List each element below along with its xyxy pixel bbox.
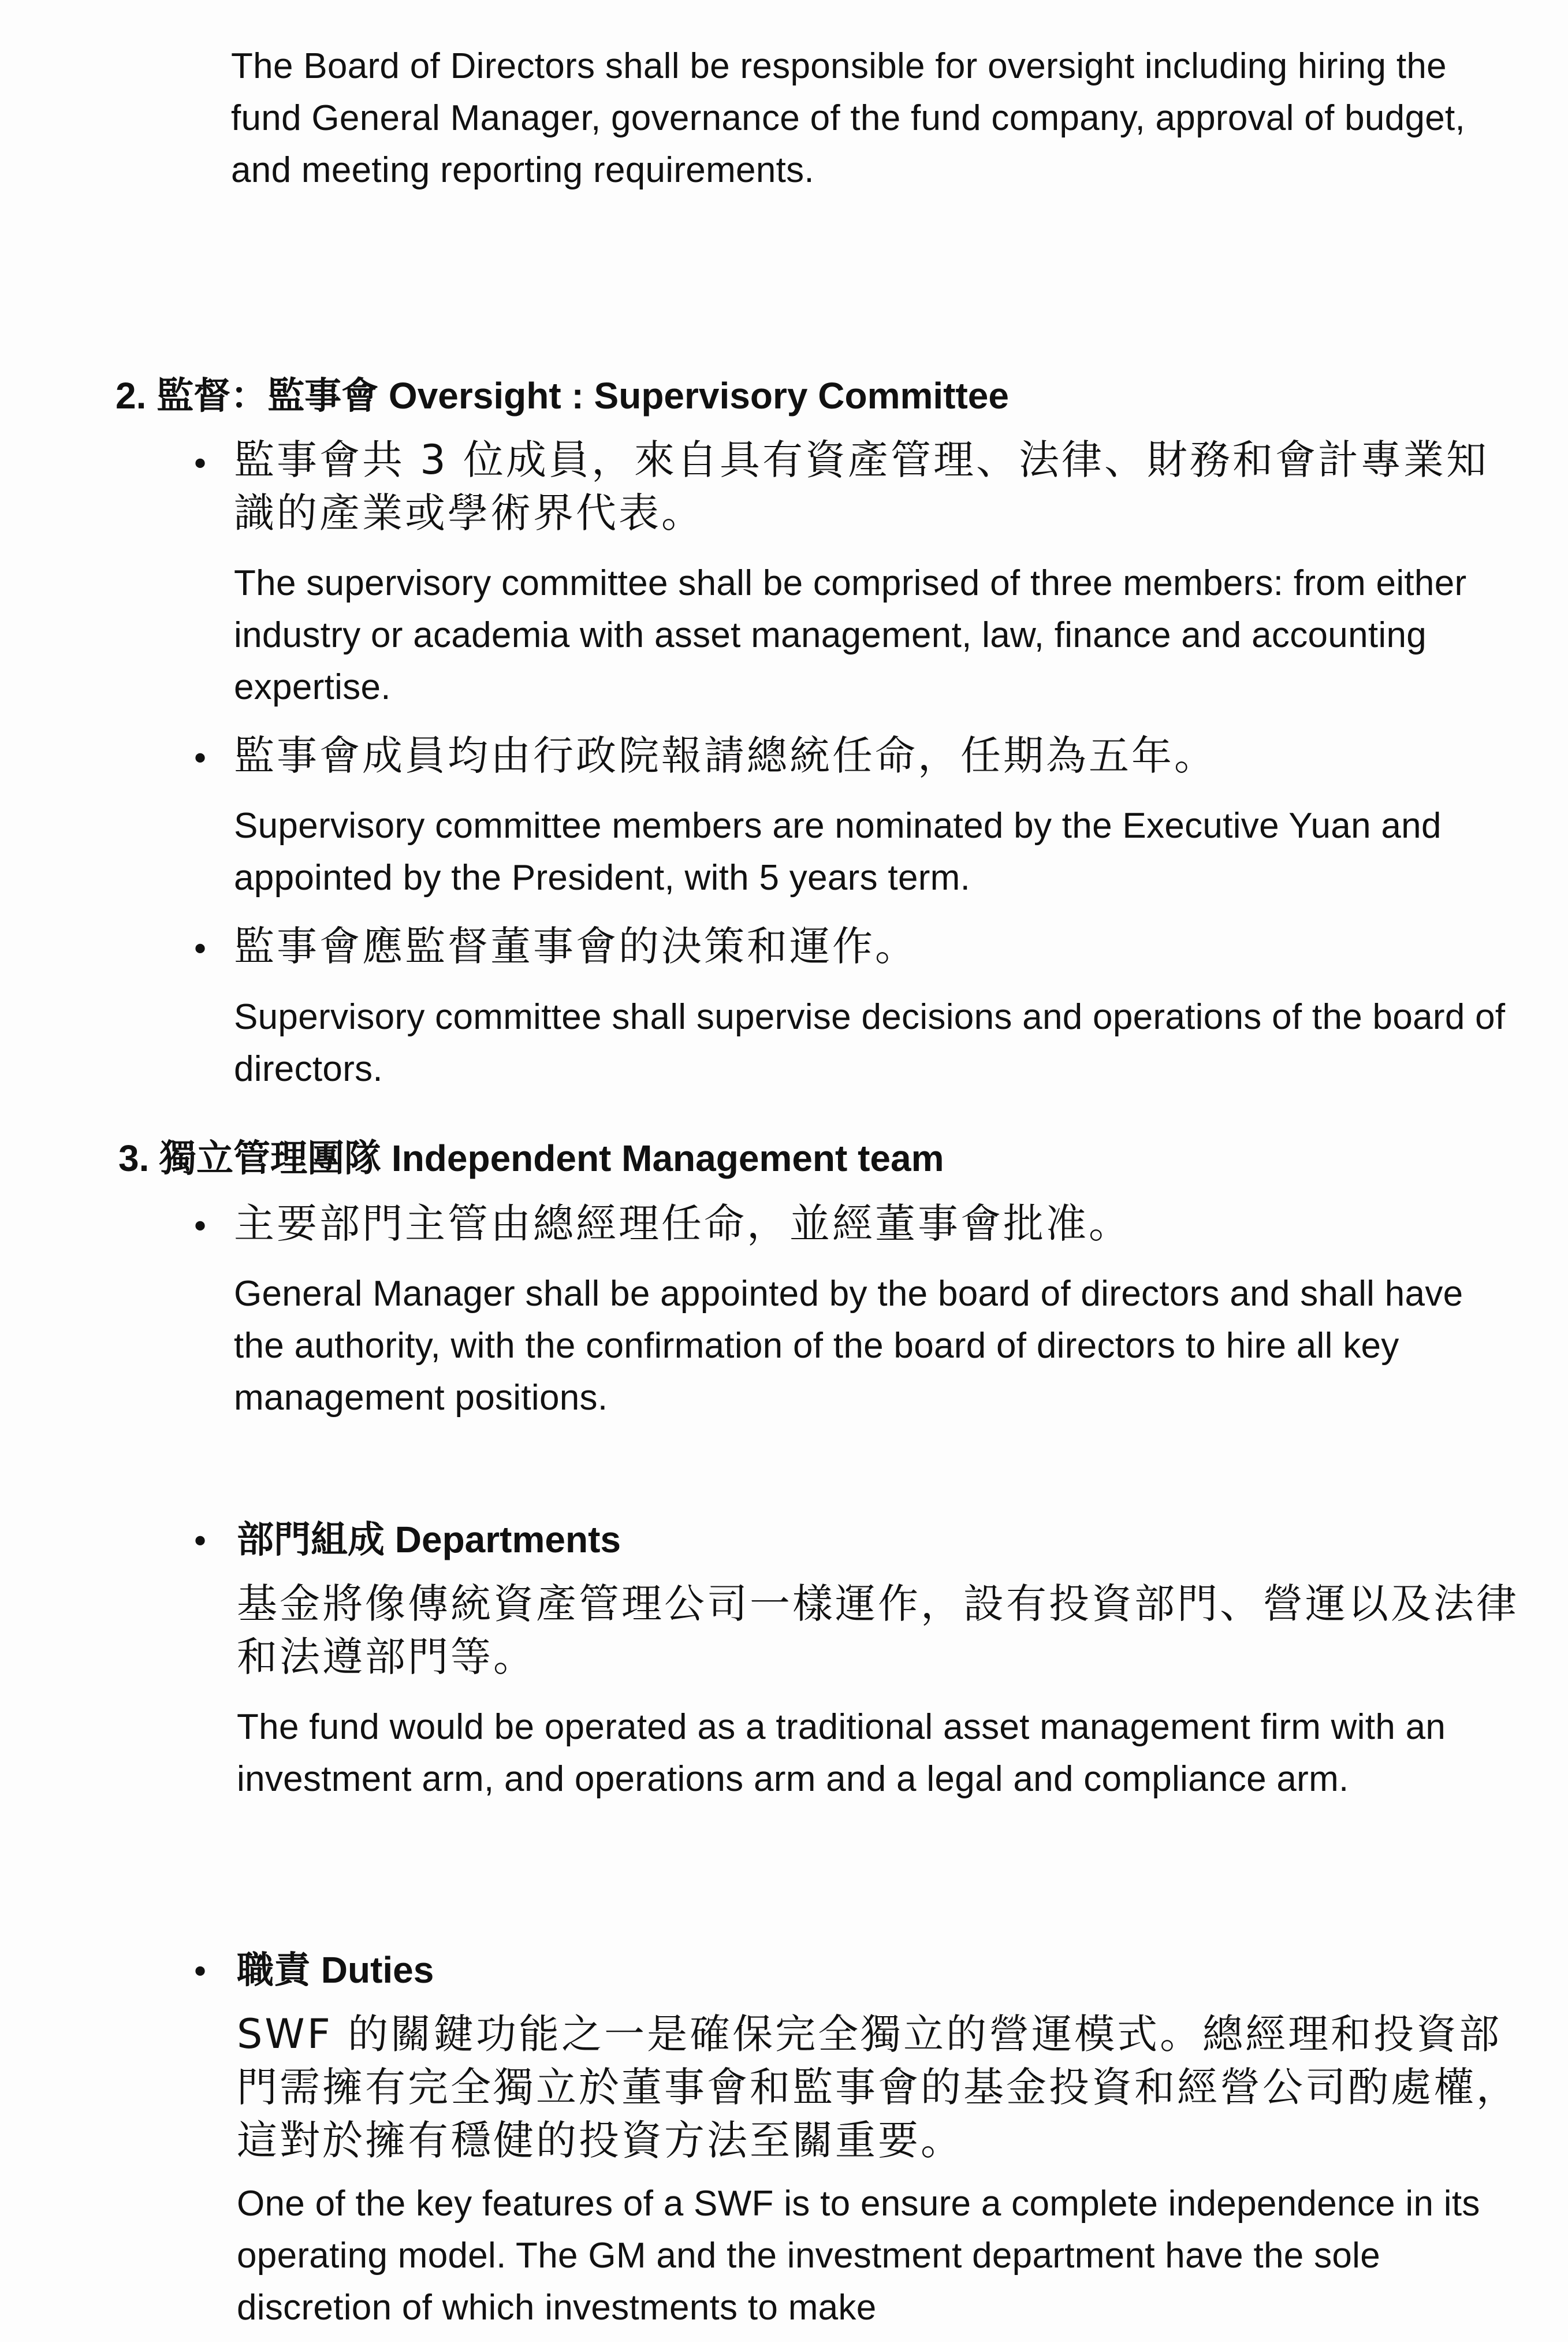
bullet-marker: •: [191, 741, 210, 778]
duties-zh: SWF 的關鍵功能之一是確保完全獨立的營運模式。總經理和投資部門需擁有完全獨立於董事會和監事會的基金投資和經營公司酌處權，這對於擁有穩健的投資方法至關重要。: [237, 2010, 1519, 2164]
bullet-marker: •: [191, 1954, 210, 1991]
bullet-marker: •: [191, 446, 210, 484]
supervisory-duty-zh: 監事會應監督董事會的決策和運作。: [234, 923, 918, 970]
departments-zh: 基金將像傳統資產管理公司一樣運作，設有投資部門、營運以及法律和法遵部門等。: [237, 1580, 1519, 1681]
board-paragraph: The Board of Directors shall be responsible for oversight including hiring the fund General Manager, governance of the fund company, approval of budget, and meeting reporting requirements.: [231, 46, 1466, 190]
supervisory-appointment-zh: 監事會成員均由行政院報請總統任命，任期為五年。: [234, 732, 1217, 779]
bullet-marker: •: [191, 931, 210, 969]
supervisory-duty-en: Supervisory committee shall supervise decisions and operations of the board of directors.: [234, 997, 1506, 1089]
departments-title: 部門組成 Departments: [237, 1519, 621, 1560]
supervisory-members-en: The supervisory committee shall be comprised of three members: from either industry or academia with asset management, law, finance and accounting expertise.: [234, 563, 1467, 707]
duties-title: 職責 Duties: [237, 1949, 434, 1991]
section-3-heading: 3. 獨立管理團隊 Independent Management team: [118, 1137, 944, 1179]
management-appointment-zh: 主要部門主管由總經理任命，並經董事會批准。: [234, 1200, 1131, 1247]
section-2-heading: 2. 監督：監事會 Oversight : Supervisory Committee: [116, 375, 1009, 417]
bullet-marker: •: [191, 1209, 210, 1246]
supervisory-appointment-en: Supervisory committee members are nominated by the Executive Yuan and appointed by the President, with 5 years term.: [234, 806, 1442, 898]
bullet-marker: •: [191, 1523, 210, 1561]
supervisory-members-zh: 監事會共 3 位成員，來自具有資產管理、法律、財務和會計專業知識的產業或學術界代表。: [234, 436, 1489, 537]
management-appointment-en: General Manager shall be appointed by the board of directors and shall have the authority, with the confirmation of the board of directors to hire all key management positions.: [234, 1274, 1463, 1418]
duties-en: One of the key features of a SWF is to ensure a complete independence in its operating model. The GM and the investment department have the sole discretion of which investments to make: [237, 2184, 1480, 2328]
departments-en: The fund would be operated as a traditional asset management firm with an investment arm, and operations arm and a legal and compliance arm.: [237, 1707, 1446, 1799]
